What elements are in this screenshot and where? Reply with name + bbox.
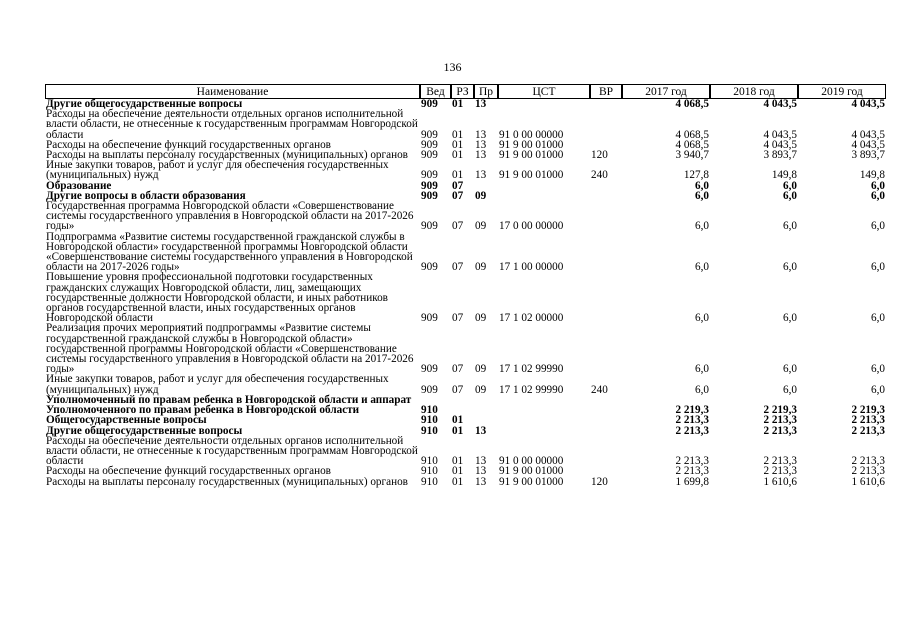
- row-amount-2017: 6,0: [695, 189, 709, 202]
- row-amount-2019: 6,0: [871, 312, 885, 325]
- row-name: Повышение уровня профессиональной подготовки государственных гражданских служащих Новгородской области, лиц, замещающих государственные должности Новгородской области, и иных работников органов государственной власти, иных государственных органов Новгородской области: [46, 271, 388, 325]
- row-ved: 910: [421, 404, 438, 417]
- row-ved: 909: [421, 220, 438, 233]
- row-amount-2019: 2 213,3: [851, 414, 885, 427]
- row-amount-2018: 6,0: [783, 312, 797, 325]
- row-name: Иные закупки товаров, работ и услуг для обеспечения государственных (муниципальных) нужд: [46, 159, 389, 182]
- row-amount-2018: 6,0: [783, 261, 797, 274]
- row-vr: [590, 466, 622, 476]
- row-cst: [498, 426, 590, 436]
- row-name: Расходы на обеспечение функций государственных органов: [46, 138, 331, 151]
- row-cst: 17 1 00 00000: [499, 261, 564, 274]
- row-name: Расходы на выплаты персоналу государственных (муниципальных) органов: [46, 475, 408, 488]
- row-pr: 13: [475, 455, 487, 468]
- row-vr: 240: [591, 383, 608, 396]
- row-pr: 13: [475, 465, 487, 478]
- row-cst: 91 9 00 01000: [499, 465, 564, 478]
- row-amount-2019: 6,0: [871, 179, 885, 192]
- row-vr: [590, 436, 622, 467]
- row-amount-2018: 4 043,5: [763, 98, 797, 110]
- row-rz: 01: [452, 149, 464, 162]
- page-number: 136: [443, 60, 462, 74]
- row-cst: 91 0 00 00000: [499, 128, 564, 141]
- row-amount-2018: 4 043,5: [763, 138, 797, 151]
- row-amount-2018: 2 219,3: [763, 404, 797, 417]
- row-vr: [590, 191, 622, 201]
- row-cst: [498, 191, 590, 201]
- table-row: [45, 323, 886, 374]
- column-header-2019: 2019 год: [798, 84, 886, 99]
- row-ved: 909: [421, 383, 438, 396]
- row-rz: 01: [452, 414, 464, 427]
- row-vr: 120: [591, 475, 608, 488]
- table-row: [45, 436, 886, 467]
- row-pr: [474, 395, 498, 415]
- row-amount-2017: 2 213,3: [675, 455, 709, 468]
- row-amount-2019: 6,0: [871, 363, 885, 376]
- row-vr: [590, 415, 622, 425]
- row-amount-2019: 6,0: [871, 189, 885, 202]
- row-pr: 09: [475, 189, 487, 202]
- row-rz: 07: [452, 383, 464, 396]
- column-header-2017: 2017 год: [622, 84, 710, 99]
- table-row: [45, 374, 886, 394]
- row-vr: [590, 272, 622, 323]
- row-name: Подпрограмма «Развитие системы государственной гражданской службы в Новгородской области» государственной программы Новгородской области «Совершенствование системы государственного управления в Новгородской области на 2017-2026 годы»: [46, 230, 413, 274]
- row-cst: 91 9 00 01000: [499, 475, 564, 488]
- row-amount-2017: 127,8: [683, 169, 709, 182]
- row-amount-2018: 3 893,7: [763, 149, 797, 162]
- table-header: [45, 84, 886, 99]
- row-amount-2019: 4 043,5: [851, 138, 885, 151]
- table-row: [45, 272, 886, 323]
- row-pr: 09: [475, 363, 487, 376]
- row-vr: [590, 426, 622, 436]
- column-header-pr: Пр: [474, 84, 498, 99]
- row-pr: 13: [475, 149, 487, 162]
- row-vr: [590, 99, 622, 109]
- row-amount-2017: 6,0: [695, 363, 709, 376]
- row-amount-2017: 4 068,5: [675, 98, 709, 110]
- table-body: [45, 99, 886, 487]
- row-ved: 910: [421, 414, 438, 427]
- row-amount-2017: 2 219,3: [675, 404, 709, 417]
- row-vr: [590, 109, 622, 140]
- row-cst: 17 1 02 99990: [499, 383, 564, 396]
- row-cst: 91 9 00 01000: [499, 169, 564, 182]
- row-ved: 909: [421, 128, 438, 141]
- row-pr: 13: [475, 128, 487, 141]
- row-amount-2019: 1 610,6: [851, 475, 885, 488]
- row-amount-2019: 6,0: [871, 261, 885, 274]
- row-amount-2019: 4 043,5: [851, 128, 885, 141]
- row-rz: 07: [452, 363, 464, 376]
- budget-table: [45, 84, 886, 487]
- row-name: Расходы на выплаты персоналу государственных (муниципальных) органов: [46, 149, 408, 162]
- row-ved: 909: [421, 149, 438, 162]
- row-cst: 91 9 00 01000: [499, 149, 564, 162]
- row-rz: 07: [452, 261, 464, 274]
- column-header-rz: РЗ: [451, 84, 474, 99]
- row-rz: 07: [452, 179, 464, 192]
- row-amount-2017: 6,0: [695, 383, 709, 396]
- row-cst: [498, 181, 590, 191]
- row-amount-2017: 6,0: [695, 261, 709, 274]
- row-amount-2017: 1 699,8: [675, 475, 709, 488]
- row-amount-2018: 6,0: [783, 220, 797, 233]
- row-pr: 13: [475, 138, 487, 151]
- row-ved: 910: [421, 465, 438, 478]
- table-row: [45, 201, 886, 232]
- row-amount-2018: 6,0: [783, 179, 797, 192]
- row-vr: 240: [591, 169, 608, 182]
- column-header-vr: ВР: [590, 84, 622, 99]
- column-header-name: Наименование: [45, 84, 420, 99]
- row-amount-2017: 6,0: [695, 220, 709, 233]
- row-name: Образование: [46, 179, 112, 192]
- row-amount-2017: 2 213,3: [675, 414, 709, 427]
- row-amount-2018: 6,0: [783, 363, 797, 376]
- row-rz: 01: [452, 128, 464, 141]
- row-vr: [590, 323, 622, 374]
- row-amount-2019: 3 893,7: [851, 149, 885, 162]
- row-rz: 01: [452, 98, 464, 110]
- row-rz: 07: [452, 220, 464, 233]
- row-amount-2017: 3 940,7: [675, 149, 709, 162]
- row-amount-2017: 2 213,3: [675, 465, 709, 478]
- row-ved: 910: [421, 475, 438, 488]
- table-row: [45, 232, 886, 273]
- row-ved: 909: [421, 98, 438, 110]
- row-amount-2017: 2 213,3: [675, 424, 709, 437]
- row-amount-2018: 2 213,3: [763, 455, 797, 468]
- row-amount-2017: 4 068,5: [675, 138, 709, 151]
- row-name: Уполномоченный по правам ребенка в Новгородской области и аппарат Уполномоченного по правам ребенка в Новгородской области: [46, 393, 412, 417]
- row-amount-2018: 1 610,6: [763, 475, 797, 488]
- row-pr: 09: [475, 383, 487, 396]
- row-name: Другие вопросы в области образования: [46, 189, 246, 202]
- row-cst: 17 1 02 99990: [499, 363, 564, 376]
- column-header-cst: ЦСТ: [498, 84, 590, 99]
- row-amount-2019: 2 213,3: [851, 465, 885, 478]
- row-ved: 909: [421, 189, 438, 202]
- row-vr: [590, 232, 622, 273]
- row-name: Реализация прочих мероприятий подпрограммы «Развитие системы государственной гражданской службы в Новгородской области» государственной программы Новгородской области «Совершенствование системы государственного управления в Новгородской области на 2017-2026 годы»: [46, 322, 414, 376]
- row-name: Расходы на обеспечение функций государственных органов: [46, 465, 331, 478]
- row-vr: [590, 201, 622, 232]
- row-ved: 909: [421, 179, 438, 192]
- row-pr: 13: [475, 98, 487, 110]
- row-name: Другие общегосударственные вопросы: [46, 424, 243, 437]
- row-ved: 909: [421, 261, 438, 274]
- row-amount-2019: 149,8: [859, 169, 885, 182]
- row-pr: 09: [475, 220, 487, 233]
- table-row: [45, 395, 886, 415]
- row-amount-2019: 4 043,5: [851, 98, 885, 110]
- row-cst: [498, 99, 590, 109]
- row-pr: 09: [475, 261, 487, 274]
- row-cst: 17 0 00 00000: [499, 220, 564, 233]
- row-amount-2018: 6,0: [783, 383, 797, 396]
- row-ved: 910: [421, 455, 438, 468]
- row-rz: 07: [452, 189, 464, 202]
- row-amount-2019: 6,0: [871, 220, 885, 233]
- row-cst: 17 1 02 00000: [499, 312, 564, 325]
- table-row: [45, 160, 886, 180]
- row-name: Расходы на обеспечение деятельности отдельных органов исполнительной власти области, не отнесенные к государственным программам Новгородской области: [46, 108, 418, 141]
- row-rz: 01: [452, 424, 464, 437]
- row-pr: 13: [475, 424, 487, 437]
- row-ved: 909: [421, 169, 438, 182]
- column-header-2018: 2018 год: [710, 84, 798, 99]
- row-amount-2017: 6,0: [695, 312, 709, 325]
- table-row: [45, 109, 886, 140]
- row-rz: [451, 395, 474, 415]
- row-amount-2018: 149,8: [771, 169, 797, 182]
- row-name: Расходы на обеспечение деятельности отдельных органов исполнительной власти области, не отнесенные к государственным программам Новгородской области: [46, 434, 418, 468]
- row-cst: [498, 395, 590, 415]
- row-ved: 910: [421, 424, 438, 437]
- row-amount-2018: 2 213,3: [763, 414, 797, 427]
- row-name: Другие общегосударственные вопросы: [46, 98, 243, 110]
- row-amount-2018: 4 043,5: [763, 128, 797, 141]
- row-ved: 909: [421, 312, 438, 325]
- row-rz: 01: [452, 465, 464, 478]
- row-name: Государственная программа Новгородской области «Совершенствование системы государственного управления в Новгородской области на 2017-2026 годы»: [46, 200, 414, 233]
- row-amount-2018: 2 213,3: [763, 424, 797, 437]
- row-ved: 909: [421, 138, 438, 151]
- row-vr: [590, 395, 622, 415]
- row-pr: 09: [475, 312, 487, 325]
- row-cst: 91 9 00 01000: [499, 138, 564, 151]
- row-amount-2018: 6,0: [783, 189, 797, 202]
- table-row: [45, 466, 886, 476]
- row-amount-2019: 2 213,3: [851, 424, 885, 437]
- row-pr: 13: [475, 475, 487, 488]
- row-rz: 01: [452, 169, 464, 182]
- row-ved: 909: [421, 363, 438, 376]
- row-vr: 120: [591, 149, 608, 162]
- column-header-ved: Вед: [420, 84, 451, 99]
- row-vr: [590, 181, 622, 191]
- row-pr: [474, 415, 498, 425]
- table-row: [45, 415, 886, 425]
- row-rz: 01: [452, 138, 464, 151]
- row-amount-2019: 6,0: [871, 383, 885, 396]
- row-rz: 07: [452, 312, 464, 325]
- table-row: [45, 477, 886, 487]
- row-rz: 01: [452, 475, 464, 488]
- row-name: Общегосударственные вопросы: [46, 414, 207, 427]
- row-amount-2018: 2 213,3: [763, 465, 797, 478]
- row-amount-2019: 2 213,3: [851, 455, 885, 468]
- row-cst: [498, 415, 590, 425]
- row-name: Иные закупки товаров, работ и услуг для обеспечения государственных (муниципальных) нужд: [46, 373, 389, 396]
- row-rz: 01: [452, 455, 464, 468]
- row-pr: 13: [475, 169, 487, 182]
- row-cst: 91 0 00 00000: [499, 455, 564, 468]
- row-amount-2017: 6,0: [695, 179, 709, 192]
- row-amount-2017: 4 068,5: [675, 128, 709, 141]
- row-amount-2019: 2 219,3: [851, 404, 885, 417]
